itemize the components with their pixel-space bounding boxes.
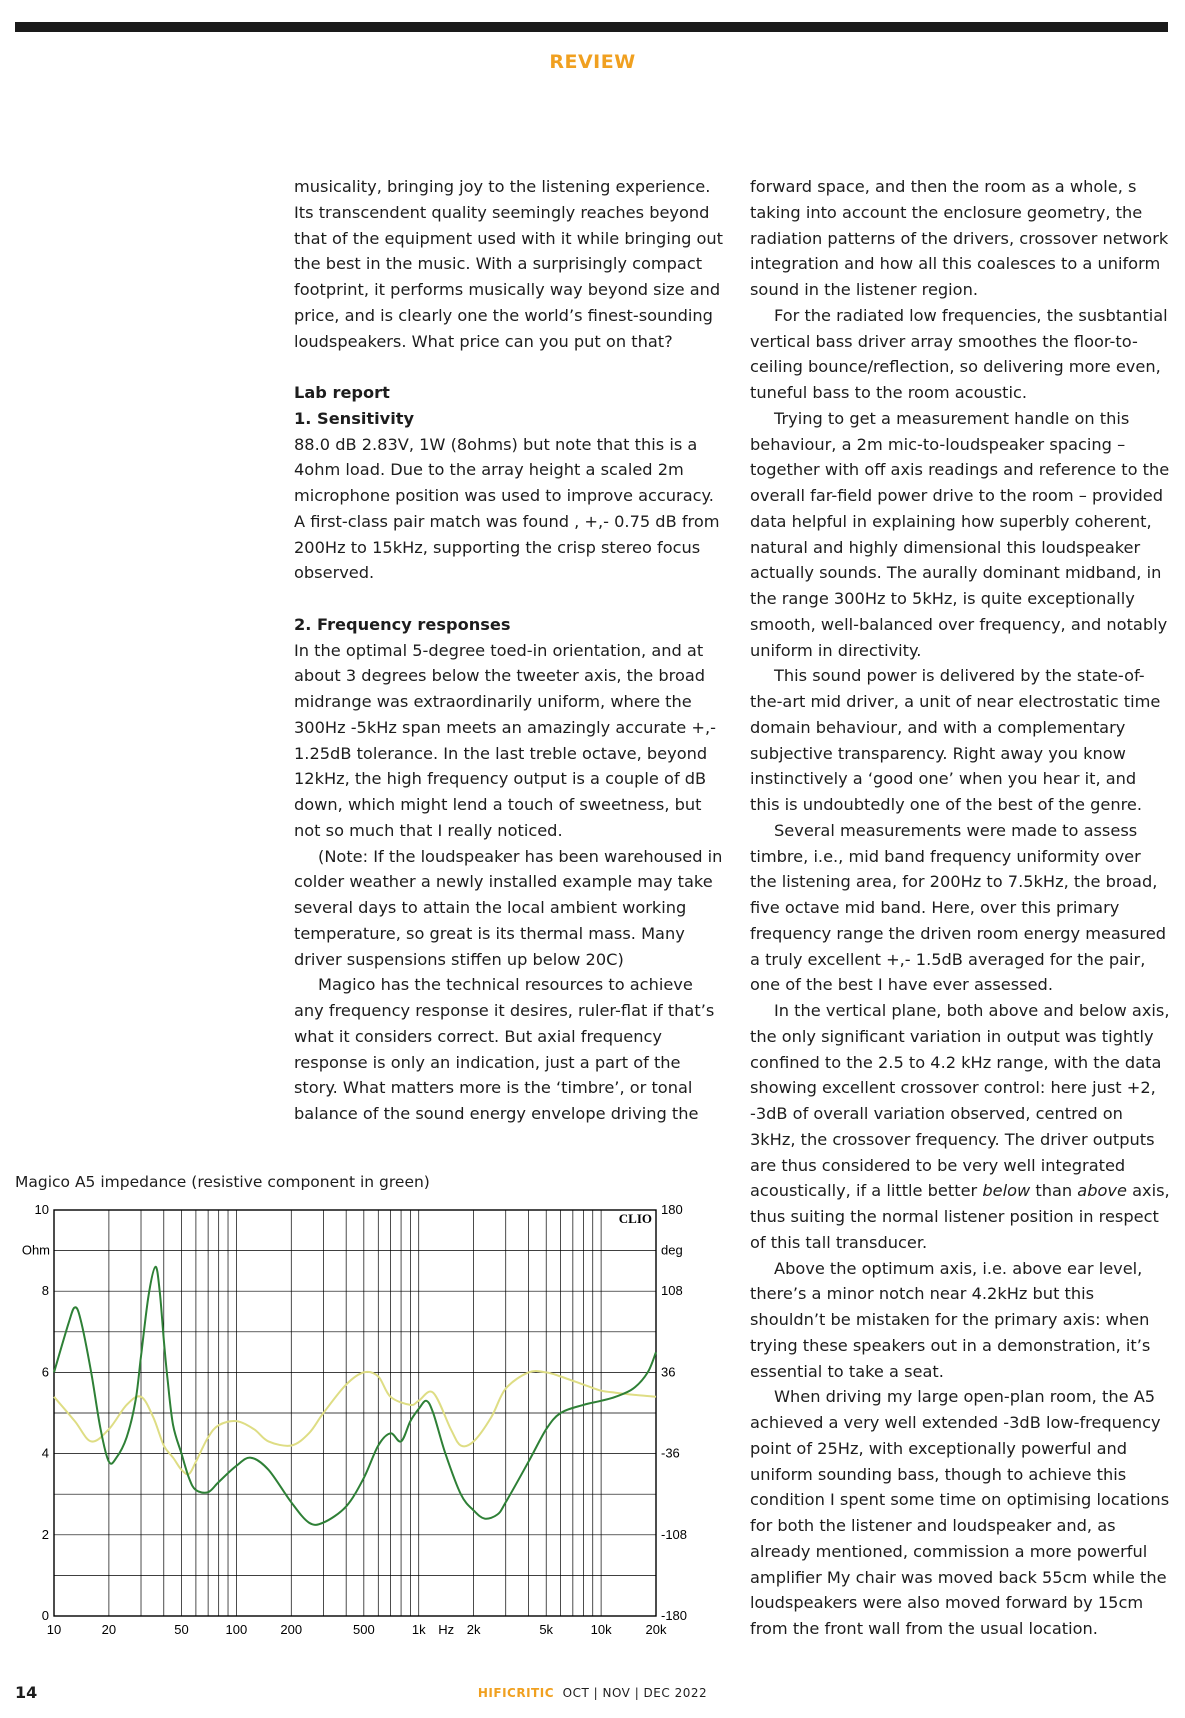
chart-title: Magico A5 impedance (resistive component in green) — [15, 1173, 430, 1191]
paragraph: Above the optimum axis, i.e. above ear level, there’s a minor notch near 4.2kHz but this shouldn’t be mistaken for the primary axis: when trying these speakers out in a demonstration, it’s essential to take a seat. — [750, 1258, 1151, 1381]
y-left-tick-label: 10 — [34, 1202, 49, 1217]
footer — [0, 1686, 1185, 1700]
x-tick-label: 100 — [225, 1622, 248, 1637]
x-tick-label: 50 — [174, 1622, 189, 1637]
paragraph: Magico has the technical resources to achieve any frequency response it desires, ruler-flat if that’s what it considers correct. But axial frequency response is only an indication, just a part of the story. What matters more is the ‘timbre’, or tonal balance of the sound energy envelope driving the — [294, 975, 715, 1123]
x-tick-label: 20k — [645, 1622, 667, 1637]
top-rule — [15, 22, 1168, 32]
impedance-chart — [0, 1196, 720, 1656]
x-tick-label: 5k — [539, 1622, 554, 1637]
y-right-tick-label: 180 — [661, 1202, 683, 1217]
paragraph: In the vertical plane, both above and below axis, the only significant variation in output was tightly confined to the 2.5 to 4.2 kHz range, with the data showing excellent crossover control: here just +2, -3dB of overall variation observed, centred on 3kHz, the crossover frequency. The driver outputs are thus considered to be very well integrated acoustically, if a little better below than above axis, thus suiting the normal listener position in respect of this tall transducer. — [750, 1001, 1170, 1252]
paragraph: musicality, bringing joy to the listening experience. Its transcendent quality seemingly reaches beyond that of the equipment used with it while bringing out the best in the music. With a surprisingly compact footprint, it performs musically way beyond size and price, and is clearly one the world’s finest-sounding loudspeakers. What price can you put on that? — [294, 177, 724, 351]
paragraph: forward space, and then the room as a whole, s taking into account the enclosure geometry, the radiation patterns of the drivers, crossover network integration and how all this coalesces to a uniform sound in the listener region. — [750, 177, 1169, 299]
y-right-tick-label: -108 — [661, 1526, 688, 1542]
paragraph: For the radiated low frequencies, the susbtantial vertical bass driver array smoothes the floor-to-ceiling bounce/reflection, so delivering more even, tuneful bass to the room acoustic. — [750, 305, 1168, 402]
article-column-left — [294, 174, 726, 1127]
x-unit-label: Hz — [438, 1622, 455, 1637]
footer-brand: HIFICRITIC — [477, 1686, 554, 1700]
x-tick-label: 500 — [352, 1622, 375, 1637]
paragraph: Trying to get a measurement handle on this behaviour, a 2m mic-to-loudspeaker spacing –together with off axis readings and reference to the overall far-field power drive to the room – provided data helpful in explaining how superbly coherent, natural and highly dimensional this loudspeaker actually sounds. The aurally dominant midband, in the range 300Hz to 5kHz, is quite exceptionally smooth, well-balanced over frequency, and notably uniform in directivity. — [750, 408, 1170, 660]
paragraph: In the optimal 5-degree toed-in orientation, and at about 3 degrees below the tweeter axis, the broad midrange was extraordinarily uniform, where the 300Hz -5kHz span meets an amazingly accurate +,- 1.25dB tolerance. In the last treble octave, beyond 12kHz, the high frequency output is a couple of dB down, which might lend a touch of sweetness, but not so much that I really noticed. — [294, 640, 716, 840]
y-left-tick-label: 2 — [41, 1526, 49, 1542]
frequency-responses-heading: 2. Frequency responses — [294, 614, 511, 634]
y-left-tick-label: 8 — [41, 1283, 49, 1299]
article-column-right — [750, 174, 1170, 1642]
x-tick-label: 10k — [590, 1622, 612, 1637]
paragraph: Several measurements were made to assess timbre, i.e., mid band frequency uniformity over the listening area, for 200Hz to 7.5kHz, the broad, five octave mid band. Here, over this primary frequency range the driven room energy measured a truly excellent +,- 1.5dB averaged for the pair, one of the best I have ever assessed. — [750, 820, 1167, 995]
paragraph: This sound power is delivered by the state-of-the-art mid driver, a unit of near electrostatic time domain behaviour, and with a complementary subjective transparency. Right away you know instinctively a ‘good one’ when you hear it, and this is undoubtedly one of the best of the genre. — [750, 666, 1161, 814]
y-left-axis-label: Ohm — [21, 1242, 50, 1258]
x-tick-label: 1k — [411, 1622, 426, 1637]
x-tick-label: 200 — [280, 1622, 303, 1637]
y-right-tick-label: -36 — [661, 1445, 680, 1461]
paragraph: When driving my large open-plan room, the A5 achieved a very well extended -3dB low-frequency point of 25Hz, with exceptionally powerful and uniform sounding bass, though to achieve this condition I spent some time on optimising locations for both the listener and loudspeaker and, as already mentioned, commission a more powerful amplifier My chair was moved back 55cm while the loudspeakers were also moved forward by 15cm from the front wall from the usual location. — [750, 1387, 1170, 1638]
y-left-tick-label: 6 — [41, 1364, 49, 1380]
y-right-tick-label: 36 — [661, 1364, 676, 1380]
y-left-tick-label: 4 — [41, 1445, 49, 1461]
y-right-tick-label: -180 — [661, 1608, 688, 1623]
clio-logo: CLIO — [618, 1211, 652, 1226]
y-left-tick-label: 0 — [41, 1608, 49, 1623]
sensitivity-heading: 1. Sensitivity — [294, 408, 415, 428]
section-label: REVIEW — [549, 51, 636, 73]
lab-report-heading: Lab report — [294, 383, 390, 402]
page-number: 14 — [15, 1683, 38, 1702]
footer-issue: OCT | NOV | DEC 2022 — [562, 1686, 708, 1700]
y-right-tick-label: 108 — [661, 1283, 683, 1299]
paragraph: (Note: If the loudspeaker has been warehoused in colder weather a newly installed example may take several days to attain the local ambient working temperature, so great is its thermal mass. Many driver suspensions stiffen up below 20C) — [294, 846, 723, 969]
paragraph: 88.0 dB 2.83V, 1W (8ohms) but note that this is a 4ohm load. Due to the array height a scaled 2m microphone position was used to improve accuracy. A first-class pair match was found , +,- 0.75 dB from 200Hz to 15kHz, supporting the crisp stereo focus observed. — [294, 434, 720, 583]
x-tick-label: 10 — [46, 1622, 62, 1637]
y-right-axis-label: deg — [661, 1242, 683, 1258]
x-tick-label: 20 — [101, 1622, 117, 1637]
x-tick-label: 2k — [466, 1622, 481, 1637]
